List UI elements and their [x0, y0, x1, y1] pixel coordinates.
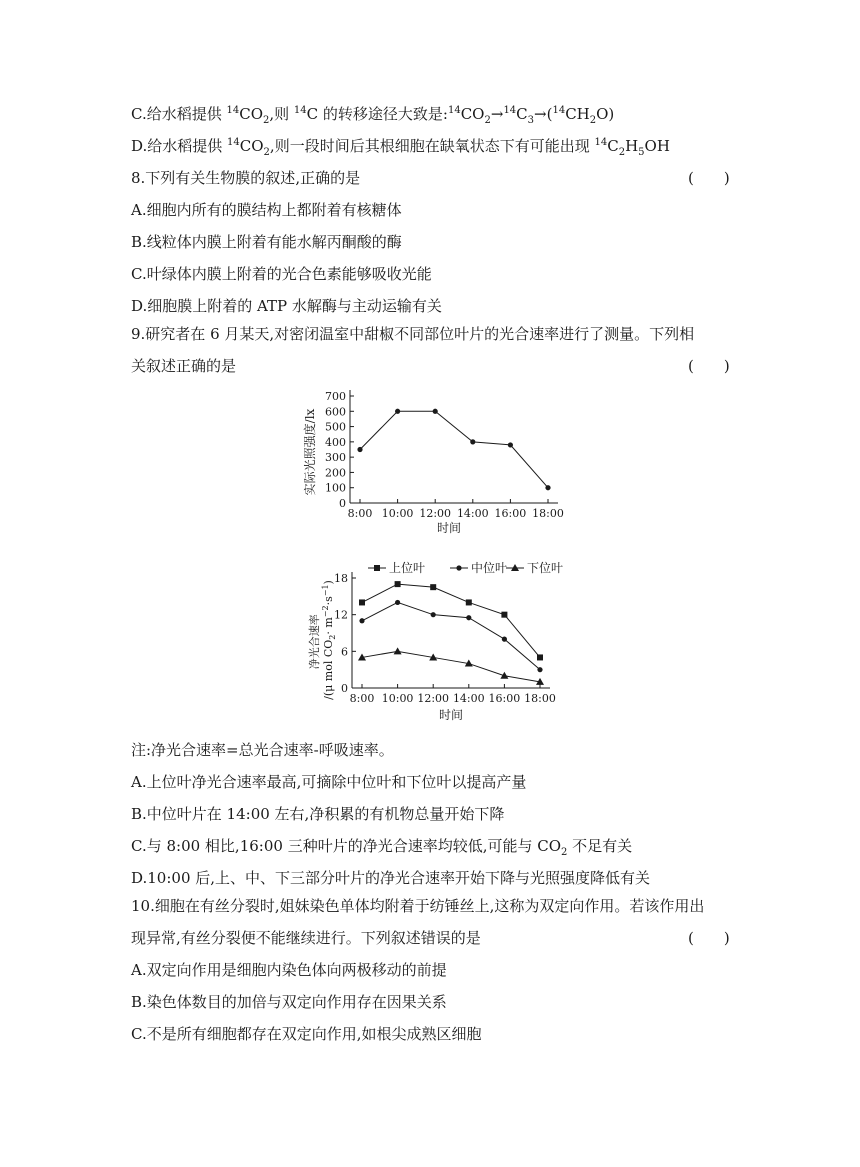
chart2-data-point: [537, 654, 543, 660]
chart1-x-tick-label: 14:00: [456, 507, 489, 520]
chart2-x-axis-label: 时间: [438, 708, 464, 722]
chart2-y-tick-label: 12: [334, 608, 348, 622]
chart1-y-tick-label: 100: [325, 481, 346, 495]
option-8d: D.细胞膜上附着的 ATP 水解酶与主动运输有关: [131, 297, 442, 315]
question-9-stem-line2: 关叙述正确的是: [131, 357, 237, 375]
legend-label: 上位叶: [389, 561, 426, 575]
chart1-y-tick-label: 0: [339, 497, 346, 510]
chart2-data-point: [430, 584, 436, 590]
chart2-x-tick-label: 12:00: [417, 692, 450, 705]
chart1-x-tick-label: 12:00: [419, 507, 452, 520]
legend-marker: [374, 565, 380, 571]
chart1-y-axis-label: 实际光照强度/lx: [303, 408, 317, 496]
chart2-x-tick-label: 16:00: [488, 692, 521, 705]
chart2-data-point: [395, 581, 401, 587]
chart1-data-point: [470, 439, 475, 444]
chart1-data-point: [508, 442, 513, 447]
chart2-legend: [368, 560, 563, 575]
option-9b: B.中位叶片在 14:00 左右,净积累的有机物总量开始下降: [131, 805, 505, 823]
chart2-data-point: [359, 599, 365, 605]
answer-blank-9: ( ): [688, 357, 730, 375]
chart1-x-axis-label: 时间: [436, 521, 462, 535]
question-10-stem-line2: 现异常,有丝分裂便不能继续进行。下列叙述错误的是: [131, 929, 481, 947]
chart1-y-tick-label: 200: [325, 466, 346, 480]
answer-blank-10: ( ): [688, 929, 730, 947]
option-8b: B.线粒体内膜上附着有能水解丙酮酸的酶: [131, 233, 402, 251]
legend-label: 中位叶: [471, 561, 508, 575]
light-intensity-chart: [300, 386, 570, 538]
chart2-y-axis-label: 净光合速率 /(μ mol $CO_2\cdot m^{-2}\cdot s^{-1}$): [308, 580, 337, 700]
chart2-y-tick-label: 0: [341, 682, 348, 695]
chart2-data-point: [394, 647, 402, 654]
option-9a: A.上位叶净光合速率最高,可摘除中位叶和下位叶以提高产量: [131, 773, 527, 791]
chart2-x-tick-label: 10:00: [381, 692, 414, 705]
chart2-data-point: [466, 615, 471, 620]
chart2-y-tick-label: 18: [334, 572, 348, 585]
chart1-x-tick-label: 16:00: [494, 507, 527, 520]
chart1-data-point: [395, 409, 400, 414]
chart1-data-point: [357, 447, 362, 452]
chart1-data-point: [433, 409, 438, 414]
option-9-7c: C.给水稻提供 $^{14}CO_2$,则 $^{14}$C 的转移途径大致是$:^{14}CO_2\to^{14}C_3\to(^{14}CH_2O)$: [131, 105, 615, 126]
chart2-data-point: [431, 612, 436, 617]
question-9-stem-line1: 9.研究者在 6 月某天,对密闭温室中甜椒不同部位叶片的光合速率进行了测量。下列相: [131, 325, 695, 343]
chart2-data-point: [466, 599, 472, 605]
chart1-y-tick-label: 700: [325, 390, 346, 403]
chart1-x-tick-label: 8:00: [347, 507, 373, 520]
chart-note: 注:净光合速率=总光合速率-呼吸速率。: [131, 741, 394, 759]
chart2-data-point: [395, 600, 400, 605]
question-8-stem: 8.下列有关生物膜的叙述,正确的是: [131, 169, 361, 187]
question-10-stem-line1: 10.细胞在有丝分裂时,姐妹染色单体均附着于纺锤丝上,这称为双定向作用。若该作用出: [131, 897, 705, 915]
option-8c: C.叶绿体内膜上附着的光合色素能够吸收光能: [131, 265, 432, 283]
legend-marker: [456, 565, 461, 570]
option-10a: A.双定向作用是细胞内染色体向两极移动的前提: [131, 961, 447, 979]
net-photosynthesis-chart: [300, 556, 570, 726]
chart1-y-tick-label: 600: [325, 405, 346, 419]
option-10b: B.染色体数目的加倍与双定向作用存在因果关系: [131, 993, 447, 1011]
chart1-y-tick-label: 400: [325, 435, 346, 449]
option-8a: A.细胞内所有的膜结构上都附着有核糖体: [131, 201, 402, 219]
option-9d: D.10:00 后,上、中、下三部分叶片的净光合速率开始下降与光照强度降低有关: [131, 869, 651, 887]
chart2-data-point: [537, 667, 542, 672]
chart2-x-tick-label: 8:00: [349, 692, 375, 705]
chart2-x-tick-label: 18:00: [524, 692, 556, 705]
chart2-series-line-1: [362, 602, 540, 669]
answer-blank-8: ( ): [688, 169, 730, 187]
chart2-x-tick-label: 14:00: [452, 692, 485, 705]
chart1-x-tick-label: 10:00: [381, 507, 414, 520]
chart1-series-line-0: [360, 411, 548, 487]
option-7d: D.给水稻提供 $^{14}CO_2$,则一段时间后其根细胞在缺氧状态下有可能出现 $^{14}C_2H_5OH$: [131, 137, 670, 158]
chart2-series-line-2: [362, 651, 540, 682]
chart2-data-point: [359, 618, 364, 623]
chart1-x-tick-label: 18:00: [532, 507, 564, 520]
chart2-data-point: [501, 612, 507, 618]
chart1-y-tick-label: 500: [325, 420, 346, 434]
chart1-y-tick-label: 300: [325, 451, 346, 465]
chart2-data-point: [502, 637, 507, 642]
legend-label: 下位叶: [527, 561, 564, 575]
option-9c: C.与 8:00 相比,16:00 三种叶片的净光合速率均较低,可能与 $CO_2$ 不足有关: [131, 837, 633, 858]
chart1-data-point: [545, 485, 550, 490]
chart2-y-tick-label: 6: [341, 645, 348, 659]
option-10c: C.不是所有细胞都存在双定向作用,如根尖成熟区细胞: [131, 1025, 482, 1043]
